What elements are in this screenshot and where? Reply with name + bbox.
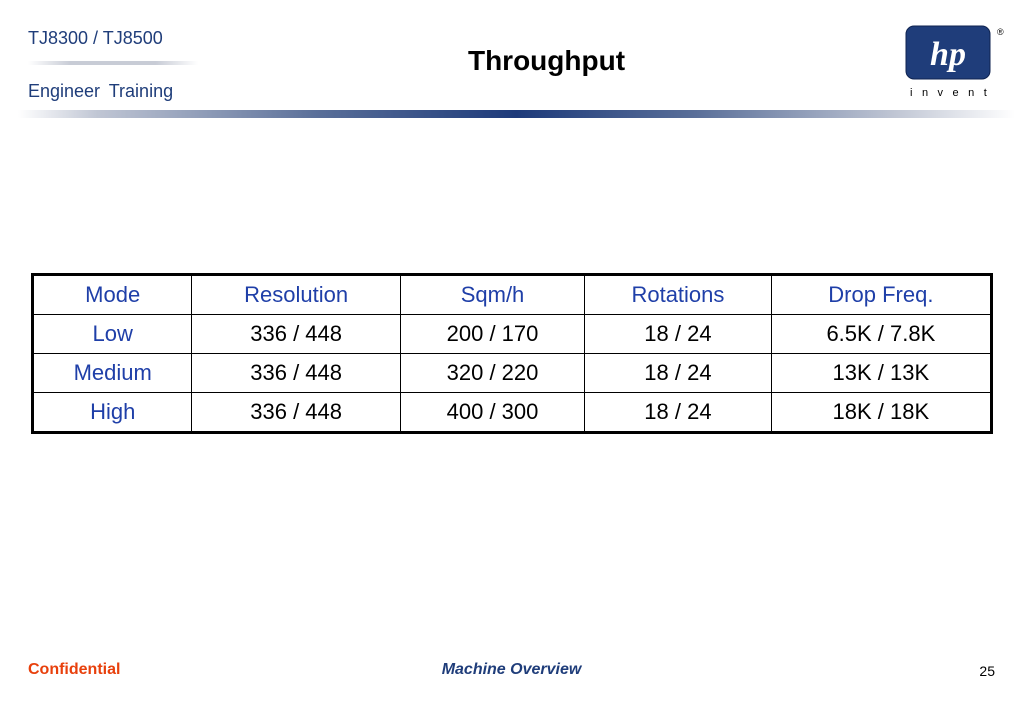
- cell-mode: Low: [33, 315, 192, 354]
- cell-mode: High: [33, 393, 192, 433]
- table-row: [33, 315, 992, 354]
- logo-brand-text: hp: [930, 36, 966, 73]
- hp-logo: [904, 25, 1014, 105]
- header-subtitle: Engineer Training: [28, 81, 174, 101]
- table-row: [33, 354, 992, 393]
- registered-mark: ®: [997, 27, 1004, 37]
- cell-sqm-per-hour: 400 / 300: [400, 393, 584, 433]
- confidential-label: Confidential: [28, 661, 121, 678]
- cell-drop-freq: 6.5K / 7.8K: [771, 315, 991, 354]
- hp-logo-icon: [904, 25, 1014, 87]
- table-header-row: [33, 275, 992, 315]
- cell-rotations: 18 / 24: [585, 393, 772, 433]
- title-underline-bar: [18, 110, 1015, 118]
- header-resolution: Resolution: [192, 275, 400, 315]
- header-rotations: Rotations: [585, 275, 772, 315]
- throughput-table: [31, 273, 993, 434]
- cell-rotations: 18 / 24: [585, 354, 772, 393]
- cell-rotations: 18 / 24: [585, 315, 772, 354]
- table-row: [33, 393, 992, 433]
- cell-drop-freq: 18K / 18K: [771, 393, 991, 433]
- slide-title: Throughput: [467, 45, 626, 76]
- cell-resolution: 336 / 448: [192, 354, 400, 393]
- logo-tagline: invent: [910, 87, 997, 99]
- page-number: 25: [979, 663, 995, 679]
- header-drop-freq: Drop Freq.: [771, 275, 991, 315]
- section-name: Machine Overview: [441, 661, 582, 678]
- header-product: TJ8300 / TJ8500: [28, 28, 163, 48]
- cell-drop-freq: 13K / 13K: [771, 354, 991, 393]
- header-mode: Mode: [33, 275, 192, 315]
- cell-resolution: 336 / 448: [192, 393, 400, 433]
- cell-sqm-per-hour: 320 / 220: [400, 354, 584, 393]
- cell-resolution: 336 / 448: [192, 315, 400, 354]
- cell-mode: Medium: [33, 354, 192, 393]
- header-sqm-per-hour: Sqm/h: [400, 275, 584, 315]
- cell-sqm-per-hour: 200 / 170: [400, 315, 584, 354]
